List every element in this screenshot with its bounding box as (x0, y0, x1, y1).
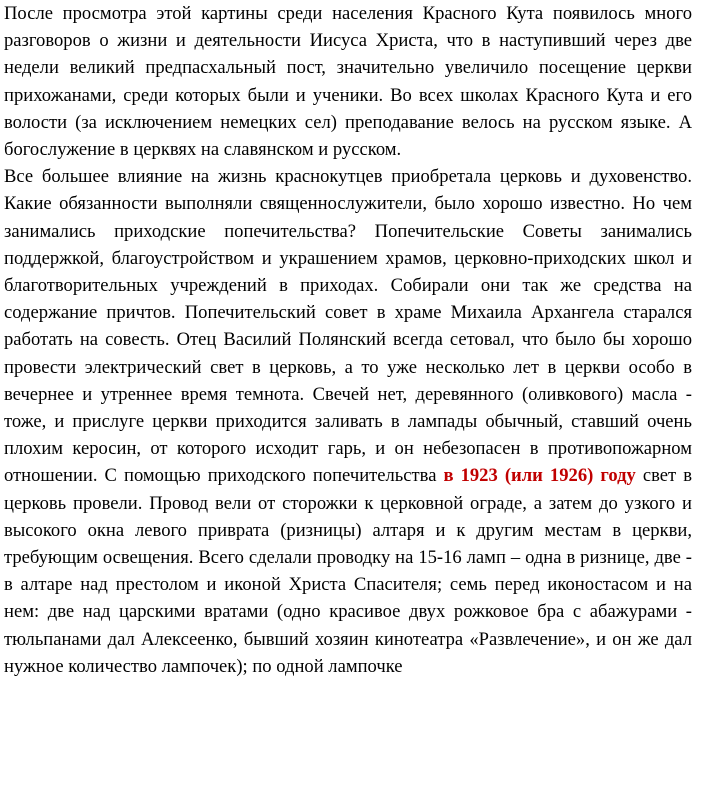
paragraph-2-text-before: Все большее влияние на жизнь краснокутцев приобретала церковь и духовенство. Какие обязанности выполняли священнослужители, было хорошо известно. Но чем занимались приходские попечительства? Попечительские Советы занимались поддержкой, благоустройством и украшением храмов, церковно-приходских школ и благотворительных учреждений в приходах. Собирали они так же средства на содержание причтов. Попечительский совет в храме Михаила Архангела старался работать на совесть. Отец Василий Полянский всегда сетовал, что было бы хорошо провести электрический свет в церковь, а то уже несколько лет в церкви особо в вечернее и утреннее время темнота. Свечей нет, деревянного (оливкового) масла - тоже, и прислуге церкви приходится заливать в лампады обычный, ставший очень плохим керосин, от которого исходит гарь, и он небезопасен в противопожарном отношении. С помощью приходского попечительства (4, 166, 692, 487)
paragraph-2 (4, 163, 692, 680)
document-page (4, 0, 692, 680)
paragraph-1: После просмотра этой картины среди населения Красного Кута появилось много разговоров о жизни и деятельности Иисуса Христа, что в наступивший через две недели великий предпасхальный пост, значительно увеличило посещение церкви прихожанами, среди которых были и ученики. Во всех школах Красного Кута и его волости (за исключением немецких сел) преподавание велось на русском языке. А богослужение в церквях на славянском и русском. (4, 3, 692, 161)
highlighted-date: в 1923 (или 1926) году (443, 465, 636, 487)
paragraph-2-text-after: свет в церковь провели. Провод вели от сторожки к церковной ограде, а затем до узкого и высокого окна левого привратa (ризницы) алтаря и к другим местам в церкви, требующим освещения. Всего сделали проводку на 15-16 ламп – одна в ризнице, две - в алтаре над престолом и иконой Христа Спасителя; семь перед иконостасом и на нем: две над царскими вратами (одно красивое двух рожковое бра с абажурами - тюльпанами дал Алексеенко, бывший хозяин кинотеатра «Развлечение», и он же дал нужное количество лампочек); по одной лампочке (4, 465, 692, 677)
